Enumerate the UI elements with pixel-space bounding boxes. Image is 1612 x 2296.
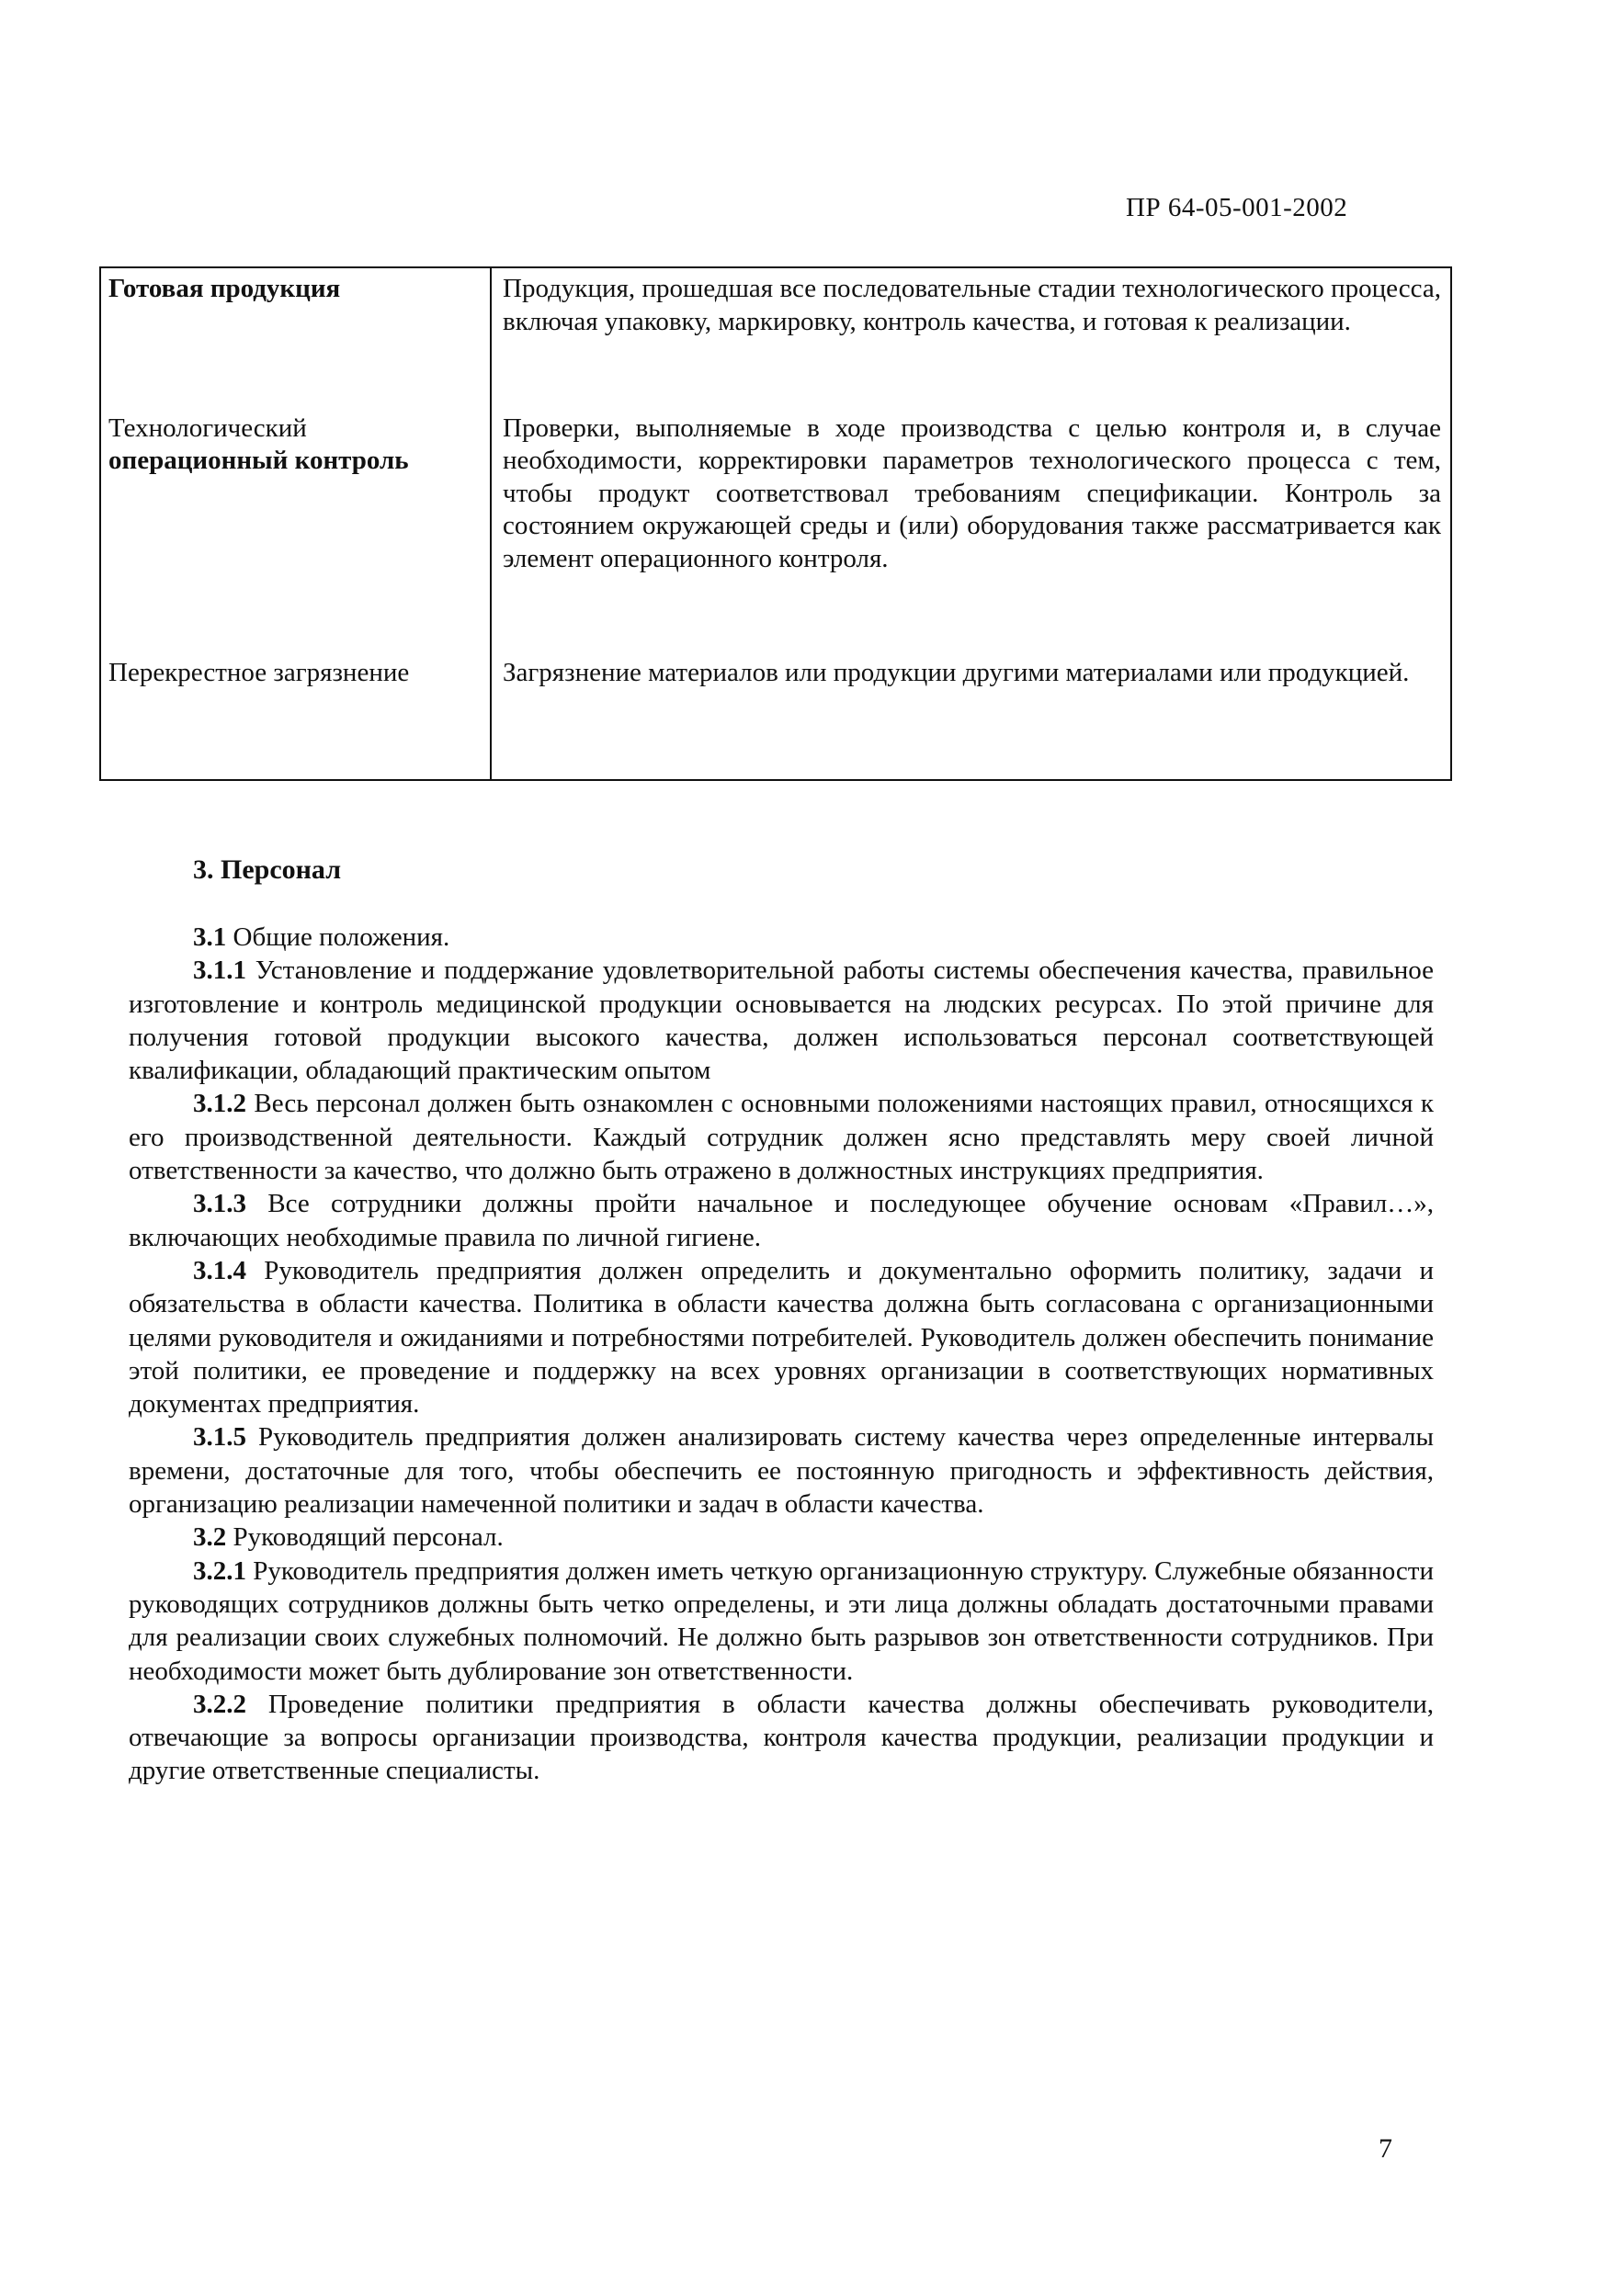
page-number: 7 bbox=[1379, 2133, 1392, 2164]
document-code: ПР 64-05-001-2002 bbox=[1126, 193, 1348, 222]
term-label-bold: операционный контроль bbox=[108, 446, 409, 475]
paragraph bbox=[129, 1521, 1434, 1554]
paragraph bbox=[129, 1555, 1434, 1688]
paragraph-number: 3.1.3 bbox=[193, 1189, 246, 1219]
definition-term bbox=[100, 657, 491, 706]
paragraph-number: 3.1.5 bbox=[193, 1422, 246, 1453]
paragraph-text: Руководитель предприятия должен определить и документально оформить политику, задачи и обязательства в области качества. Политика в области качества должна быть согласована с организационными целями руководителя и ожиданиями и потребностями потребителей. Руководитель должен обеспечить понимание этой политики, ее проведение и поддержку на всех уровнях организации в соответствующих нормативных документах предприятия. bbox=[129, 1255, 1434, 1419]
paragraph bbox=[129, 954, 1434, 1087]
paragraph-text: Руководитель предприятия должен иметь четкую организационную структуру. Служебные обязанности руководящих сотрудников должны быть четко определены, и эти лица должны обладать достаточными правами для реализации своих служебных полномочий. Не должно быть разрывов зон ответственности сотрудников. При необходимости может быть дублирование зон ответственности. bbox=[129, 1555, 1434, 1686]
definition-description: Загрязнение материалов или продукции другими материалами или продукцией. bbox=[491, 657, 1451, 706]
table-spacer bbox=[100, 374, 1451, 413]
term-label-plain: Технологический bbox=[108, 413, 307, 443]
definitions-table bbox=[99, 266, 1452, 781]
paragraph-number: 3.1.4 bbox=[193, 1255, 246, 1285]
paragraph-number: 3.2.2 bbox=[193, 1689, 246, 1719]
paragraph-number: 3.2 bbox=[193, 1522, 227, 1553]
table-spacer bbox=[100, 706, 1451, 780]
definition-row bbox=[100, 413, 1451, 657]
definition-term bbox=[100, 413, 491, 657]
definition-description: Продукция, прошедшая все последовательные стадии технологического процесса, включая упаковку, маркировку, контроль качества, и готовая к реализации. bbox=[491, 267, 1451, 374]
paragraph-number: 3.1.2 bbox=[193, 1089, 246, 1119]
paragraph bbox=[129, 1187, 1434, 1254]
section-body bbox=[129, 921, 1434, 1788]
paragraph-number: 3.2.1 bbox=[193, 1555, 246, 1586]
paragraph bbox=[129, 1420, 1434, 1521]
definition-term bbox=[100, 267, 491, 374]
paragraph-number: 3.1 bbox=[193, 922, 227, 952]
section-heading: 3. Персонал bbox=[193, 854, 342, 885]
paragraph-text: Все сотрудники должны пройти начальное и последующее обучение основам «Правил…», включающих необходимые правила по личной гигиене. bbox=[129, 1189, 1434, 1252]
paragraph-text: Установление и поддержание удовлетворительной работы системы обеспечения качества, правильное изготовление и контроль медицинской продукции основывается на людских ресурсах. По этой причине для получения готовой продукции высокого качества, должен использоваться персонал соответствующей квалификации, обладающий практическим опытом bbox=[129, 956, 1434, 1086]
definition-description: Проверки, выполняемые в ходе производства с целью контроля и, в случае необходимости, корректировки параметров технологического процесса с тем, чтобы продукт соответствовал требованиям спецификации. Контроль за состоянием окружающей среды и (или) оборудования также рассматривается как элемент операционного контроля. bbox=[491, 413, 1451, 657]
paragraph-text: Руководящий персонал. bbox=[226, 1522, 504, 1553]
paragraph bbox=[129, 1087, 1434, 1187]
term-label: Готовая продукция bbox=[108, 274, 341, 303]
paragraph-text: Проведение политики предприятия в области качества должны обеспечивать руководители, отвечающие за вопросы организации производства, контроля качества продукции, реализации продукции и другие ответственные специалисты. bbox=[129, 1689, 1434, 1786]
paragraph-text: Весь персонал должен быть ознакомлен с основными положениями настоящих правил, относящихся к его производственной деятельности. Каждый сотрудник должен ясно представлять меру своей личной ответственности за качество, что должно быть отражено в должностных инструкциях предприятия. bbox=[129, 1089, 1434, 1186]
paragraph-text: Руководитель предприятия должен анализировать систему качества через определенные интервалы времени, достаточные для того, чтобы обеспечить ее постоянную пригодность и эффективность действия, организацию реализации намеченной политики и задач в области качества. bbox=[129, 1422, 1434, 1520]
term-label: Перекрестное загрязнение bbox=[108, 657, 410, 687]
paragraph bbox=[129, 1688, 1434, 1788]
definition-row bbox=[100, 267, 1451, 374]
paragraph-number: 3.1.1 bbox=[193, 956, 246, 986]
definition-row bbox=[100, 657, 1451, 706]
paragraph bbox=[129, 1254, 1434, 1420]
paragraph-text: Общие положения. bbox=[226, 922, 450, 952]
paragraph bbox=[129, 921, 1434, 954]
